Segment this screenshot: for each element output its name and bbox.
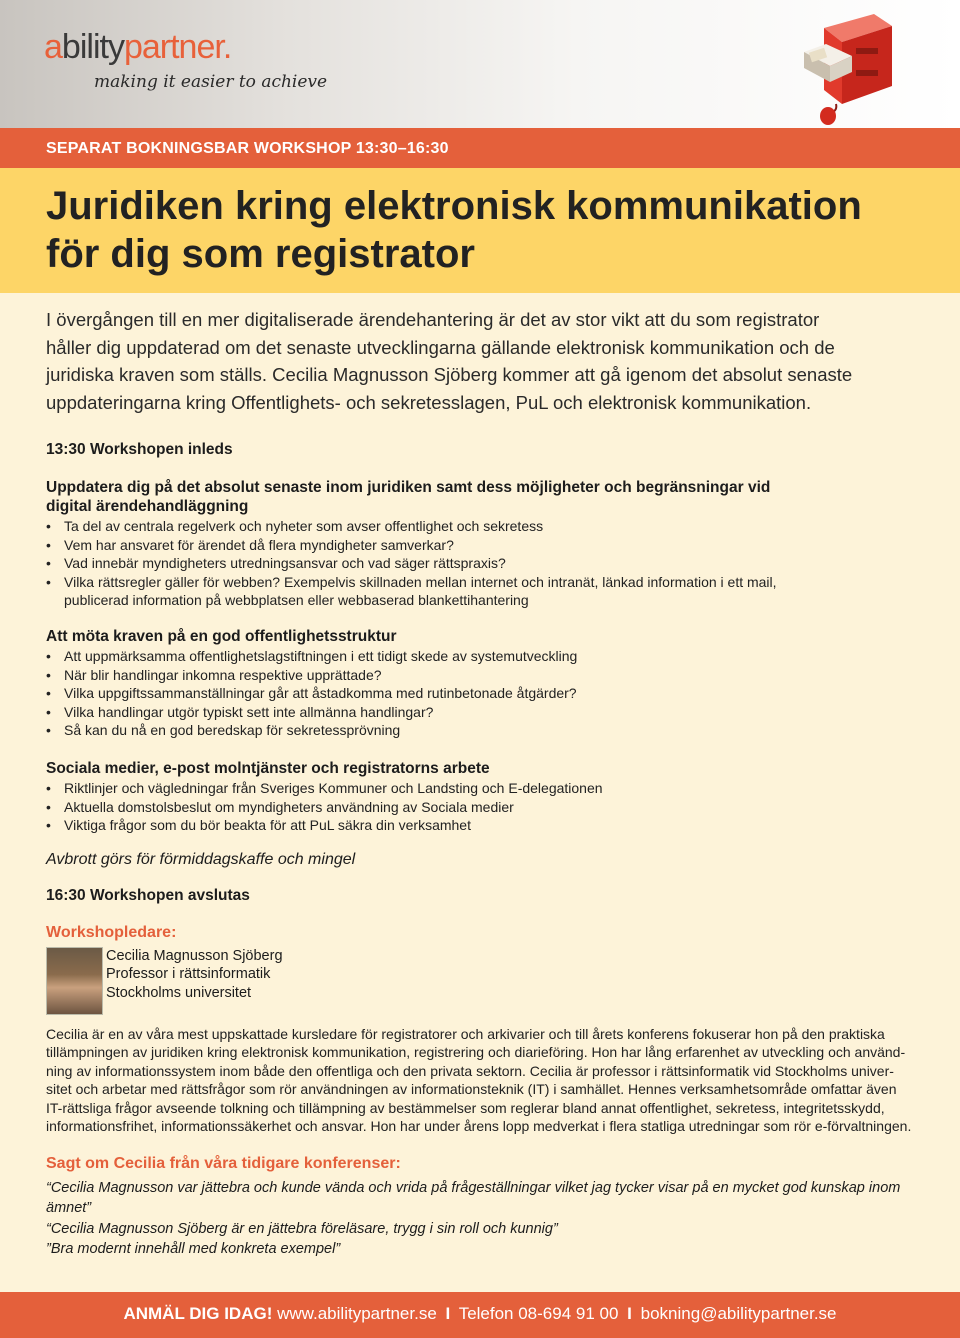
main-content xyxy=(46,306,916,1260)
bio-line: informationsfrihet, informationssäkerhet och ansvar. Hon har under årens lopp medverkat i flera statliga utredningar som rör e-förvaltningen. xyxy=(46,1118,912,1135)
bio-line: sitet och arbetar med rättsfrågor som rör användningen av informationsteknik (IT) i samhället. Hennes verksamhetsområde omfattar även xyxy=(46,1081,897,1098)
logo-tagline: making it easier to achieve xyxy=(94,72,328,92)
bullet-list xyxy=(46,779,916,835)
title-line-2: för dig som registrator xyxy=(46,232,475,276)
end-time: 16:30 Workshopen avslutas xyxy=(46,886,250,904)
bio-line: tillämpningen av juridiken kring elektronisk kommunikation, registrering och diarieföring. Hon har lång erfarenhet av utveckling och använd- xyxy=(46,1044,906,1061)
list-item-line: Vilka rättsregler gäller för webben? Exempelvis skillnaden mellan internet och intranät, länkad information i ett mail, xyxy=(64,573,777,590)
bullet-list xyxy=(46,517,916,610)
section-social-media xyxy=(46,759,916,835)
bio-line: IT-rättsliga frågor avseende tolkning och tillämpning av bestämmelser som reglerar bland annat offentlighet, sekretess, integritetsskydd, xyxy=(46,1099,885,1116)
bullet-list xyxy=(46,647,916,740)
testimonials-heading: Sagt om Cecilia från våra tidigare konferenser: xyxy=(46,1154,401,1172)
list-item-line: publicerad information på webbplatsen eller webbaserad blankettihantering xyxy=(64,592,529,609)
signup-cta[interactable]: ANMÄL DIG IDAG! xyxy=(123,1304,273,1323)
section-heading-line: digital ärendehandläggning xyxy=(46,498,249,515)
bio-line: Cecilia är en av våra mest uppskattade kursledare för registratorer och arkivarier och till årets konferens fokuserar hon på den praktiska xyxy=(46,1025,885,1042)
list-item: • Vem har ansvaret för ärendet då flera myndigheter samverkar? xyxy=(46,536,916,555)
leader-org: Stockholms universitet xyxy=(106,984,252,1001)
leader-photo xyxy=(46,947,103,1015)
logo-dot: . xyxy=(222,28,232,66)
list-item: • Vilka uppgiftssammanställningar går att åstadkomma med rutinbetonade åtgärder? xyxy=(46,684,916,703)
list-item: • Viktiga frågor som du bör beakta för att PuL säkra din verksamhet xyxy=(46,816,916,835)
logo-word-bility: bility xyxy=(61,28,124,66)
subtitle-band xyxy=(0,128,960,168)
website-link[interactable]: www.abilitypartner.se xyxy=(277,1304,437,1323)
intro-line: juridiska kraven som ställs. Cecilia Magnusson Sjöberg kommer att gå igenom det absolut senaste xyxy=(46,364,853,385)
workshop-subtitle: SEPARAT BOKNINGSBAR WORKSHOP 13:30–16:30 xyxy=(46,140,449,157)
start-time: 13:30 Workshopen inleds xyxy=(46,441,233,458)
quote: ”Bra modernt innehåll med konkreta exempel” xyxy=(46,1241,341,1258)
section-legal-update xyxy=(46,478,916,610)
section-public-access xyxy=(46,627,916,740)
section-heading xyxy=(46,478,916,516)
list-item: • Aktuella domstolsbeslut om myndigheters användning av Sociala medier xyxy=(46,798,916,817)
list-item: • Riktlinjer och vägledningar från Sveriges Kommuner och Landsting och E-delegationen xyxy=(46,779,916,798)
title-line-1: Juridiken kring elektronisk kommunikation xyxy=(46,184,862,228)
intro-paragraph xyxy=(46,306,916,416)
leader-heading: Workshopledare: xyxy=(46,923,177,941)
page-title xyxy=(46,182,862,278)
break-note: Avbrott görs för förmiddagskaffe och mingel xyxy=(46,850,356,868)
abilitypartner-logo xyxy=(44,28,328,92)
footer-bar xyxy=(0,1292,960,1338)
intro-line: uppdateringarna kring Offentlighets- och sekretesslagen, PuL och elektronisk kommunikation. xyxy=(46,391,812,413)
list-item: • Ta del av centrala regelverk och nyheter som avser offentlighet och sekretess xyxy=(46,517,916,536)
bio-line: ning av informationssystem inom både den offentliga och den privata sektorn. Cecilia är professor i rättsinformatik vid Stockholms univer- xyxy=(46,1062,894,1079)
quote: “Cecilia Magnusson Sjöberg är en jättebra föreläsare, trygg i sin roll och kunnig” xyxy=(46,1220,558,1237)
page-header xyxy=(0,0,960,128)
email-link[interactable]: bokning@abilitypartner.se xyxy=(640,1304,837,1323)
section-heading-line: Uppdatera dig på det absolut senaste inom juridiken samt dess möjligheter och begränsningar vid xyxy=(46,479,771,496)
leader-title: Professor i rättsinformatik xyxy=(106,966,271,983)
phone-number[interactable]: Telefon 08-694 91 00 xyxy=(458,1304,619,1323)
section-heading: Att möta kraven på en god offentlighetsstruktur xyxy=(46,627,397,645)
testimonials xyxy=(46,1178,916,1260)
logo-letter-a: a xyxy=(44,28,62,66)
title-band xyxy=(0,168,960,293)
quote: “Cecilia Magnusson var jättebra och kunde vända och vrida på frågeställningar vilket jag tycker visar på en mycket god kunskap inom ämnet” xyxy=(46,1179,901,1217)
footer-separator: I xyxy=(445,1304,451,1323)
section-heading: Sociala medier, e-post molntjänster och registratorns arbete xyxy=(46,759,490,777)
list-item: • Så kan du nå en god beredskap för sekretessprövning xyxy=(46,721,916,740)
footer-separator: I xyxy=(627,1304,632,1323)
list-item: • När blir handlingar inkomna respektive upprättade? xyxy=(46,666,916,685)
list-item: • Att uppmärksamma offentlighetslagstiftningen i ett tidigt skede av systemutveckling xyxy=(46,647,916,666)
filing-cabinet-mouse-icon xyxy=(796,8,906,126)
leader-bio xyxy=(46,1025,916,1136)
intro-line: håller dig uppdaterad om det senaste utvecklingarna gällande elektronisk kommunikation och de xyxy=(46,336,835,358)
leader-name: Cecilia Magnusson Sjöberg xyxy=(106,947,283,964)
intro-line: I övergången till en mer digitaliserade ärendehantering är det av stor vikt att du som registrator xyxy=(46,309,820,330)
list-item xyxy=(46,573,916,610)
leader-card xyxy=(46,947,916,1013)
logo-word-partner: partner xyxy=(123,28,223,66)
list-item: • Vilka handlingar utgör typiskt sett inte allmänna handlingar? xyxy=(46,703,916,722)
list-item: • Vad innebär myndigheters utredningsansvar och vad säger rättspraxis? xyxy=(46,554,916,573)
